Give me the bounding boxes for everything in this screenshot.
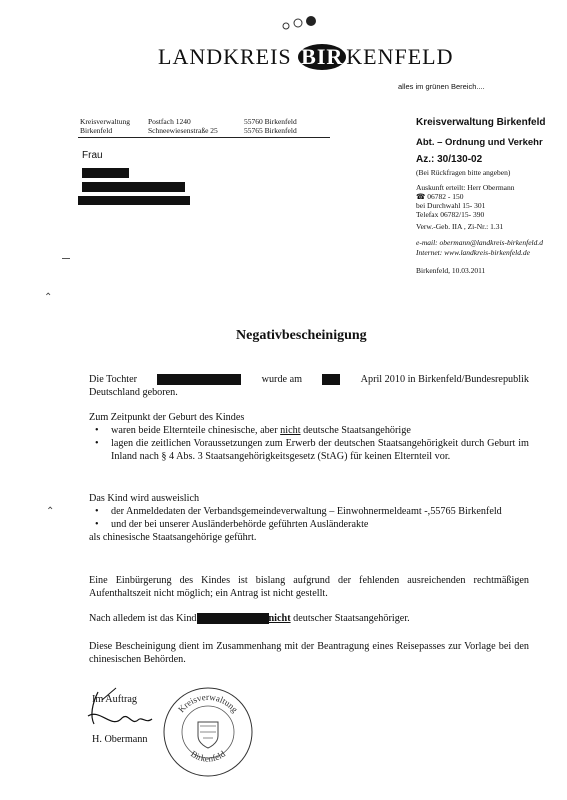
p5-underline: nicht [268, 613, 291, 624]
p2-bullet-2: • lagen die zeitlichen Voraussetzungen zum Erwerb der deutschen Staatsangehörigkeit durch Geburt im Inland nach § 4 Abs. 3 Staatsangehörigkeitsgesetz (StAG) für keinen Elternteil vor. [89, 437, 529, 463]
sender-col2-line1: Postfach 1240 [148, 117, 191, 126]
p3-bullet-1: • der Anmeldedaten der Verbandsgemeindeverwaltung – Einwohnermeldeamt -,55765 Birkenfeld [89, 505, 529, 518]
title-part2: KENFELD [346, 44, 454, 69]
fold-mark [62, 258, 70, 259]
logo-dots-icon [280, 14, 320, 32]
p5-part-b: deutscher Staatsangehöriger. [290, 613, 410, 624]
punch-mark-top: ⌃ [44, 292, 53, 303]
office-date: Birkenfeld, 10.03.2011 [416, 266, 486, 275]
signer-name: H. Obermann [92, 734, 148, 745]
child-name-redaction [157, 374, 241, 385]
sender-col1-line2: Birkenfeld [80, 126, 113, 135]
office-az: Az.: 30/130-02 [416, 154, 483, 165]
paragraph-purpose: Diese Bescheinigung dient im Zusammenhang mit der Beantragung eines Reisepasses zur Vorlage bei den chinesischen Behörden. [89, 641, 529, 665]
p2-b1-a: waren beide Elternteile chinesische, aber [111, 425, 281, 436]
p1-part-d: Deutschland geboren. [89, 387, 178, 398]
document-heading: Negativbescheinigung [236, 328, 367, 343]
p5-part-a: Nach alledem ist das Kind [89, 613, 197, 624]
p2-bullet-1 [89, 424, 529, 437]
letterhead-title [158, 44, 454, 70]
recipient-street-redaction [82, 182, 185, 192]
p3-intro: Das Kind wird ausweislich [89, 493, 200, 504]
paragraph-parents [89, 411, 529, 463]
closing-phrase: Im Auftrag [92, 694, 137, 705]
recipient-city-redaction [78, 196, 190, 205]
sender-col3-line2: 55765 Birkenfeld [244, 126, 297, 135]
seal-text-top: Kreisverwaltung [176, 691, 241, 715]
office-internet: Internet: www.landkreis-birkenfeld.de [416, 248, 530, 257]
svg-text:Kreisverwaltung [176, 692, 240, 715]
p3-outro: als chinesische Staatsangehörige geführt. [89, 532, 257, 543]
office-room: Verw.-Geb. IIA , Zi-Nr.: 1.31 [416, 222, 504, 231]
p1-part-c: April 2010 in Birkenfeld/Bundesrepublik [360, 374, 529, 385]
sender-col3 [244, 117, 297, 135]
recipient-name-redaction [82, 168, 129, 178]
p2-intro: Zum Zeitpunkt der Geburt des Kindes [89, 412, 245, 423]
p2-b1-b: deutsche Staatsangehörige [300, 425, 411, 436]
child-name-redaction-2 [197, 613, 269, 624]
title-part1: LANDKREIS [158, 44, 299, 69]
p3-bullet-2: • und der bei unserer Ausländerbehörde geführten Ausländerakte [89, 518, 529, 531]
paragraph-naturalisation: Eine Einbürgerung des Kindes ist bislang aufgrund der fehlenden ausreichenden rechtmäßigen Aufenthaltszeit nicht möglich; ein Antrag ist nicht gestellt. [89, 575, 529, 599]
sender-col2-line2: Schneewiesenstraße 25 [148, 126, 218, 135]
sender-col1-line1: Kreisverwaltung [80, 117, 130, 126]
svg-text:Birkenfeld [189, 748, 227, 763]
paragraph-birth [89, 373, 529, 399]
seal-icon [160, 684, 256, 780]
recipient-salutation: Frau [82, 150, 103, 161]
sender-block [80, 117, 130, 135]
office-contact-line1: Auskunft erteilt: Herr Obermann [416, 183, 515, 192]
office-contact-line4: Telefax 06782/15- 390 [416, 210, 485, 219]
punch-mark-bottom: ⌃ [46, 506, 55, 517]
title-bir-badge: BIR [298, 44, 346, 70]
tagline: alles im grünen Bereich.... [398, 82, 485, 91]
logo-dots [280, 14, 320, 37]
paragraph-registration [89, 492, 529, 544]
p1-part-b: wurde am [261, 374, 303, 385]
official-seal [160, 684, 256, 785]
office-contact-line3: bei Durchwahl 15- 301 [416, 201, 486, 210]
birth-day-redaction [322, 374, 340, 385]
signature [82, 686, 162, 739]
sender-divider [78, 137, 330, 138]
office-az-note: (Bei Rückfragen bitte angeben) [416, 168, 511, 177]
office-email: e-mail: obermann@landkreis-birkenfeld.d [416, 238, 544, 247]
sender-col2 [148, 117, 218, 135]
p1-part-a: Die Tochter [89, 374, 138, 385]
office-contact [416, 183, 515, 219]
paragraph-conclusion [89, 612, 410, 625]
sender-col3-line1: 55760 Birkenfeld [244, 117, 297, 126]
office-name: Kreisverwaltung Birkenfeld [416, 117, 546, 128]
p2-b1-underline: nicht [280, 425, 301, 436]
signature-scribble-icon [82, 686, 162, 734]
office-contact-line2: ☎ 06782 - 150 [416, 192, 464, 201]
office-department: Abt. – Ordnung und Verkehr [416, 137, 543, 148]
seal-text-bottom: Birkenfeld [188, 748, 228, 764]
